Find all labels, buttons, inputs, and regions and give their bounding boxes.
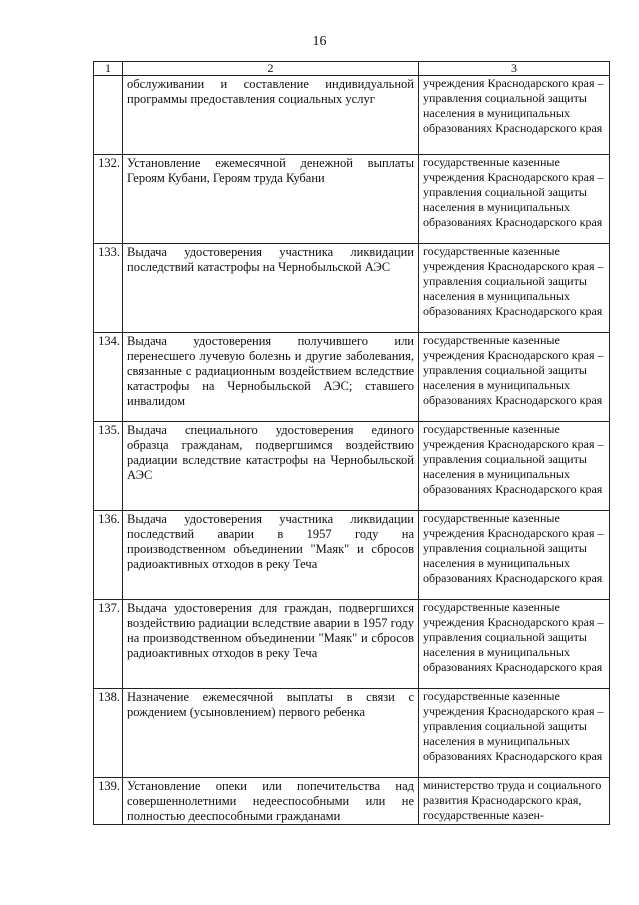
- responsible-authority: государственные казенные учреждения Краснодарского края – управления социальной защиты населения в муниципальных образованиях Краснодарского края: [419, 244, 610, 333]
- responsible-authority: государственные казенные учреждения Краснодарского края – управления социальной защиты населения в муниципальных образованиях Краснодарского края: [419, 422, 610, 511]
- service-name: Установление опеки или попечительства над совершеннолетними недееспособными или не полностью дееспособными гражданами: [123, 778, 419, 825]
- table-row: [94, 511, 610, 600]
- service-name: Выдача удостоверения для граждан, подвергшихся воздействию радиации вследствие аварии в 1957 году на производственном объединении "Маяк" и сбросов радиоактивных отходов в реку Теча: [123, 600, 419, 689]
- page-number: 16: [312, 34, 327, 49]
- row-number: 138.: [94, 689, 123, 778]
- service-name: обслуживании и составление индивидуальной программы предоставления социальных услуг: [123, 76, 419, 155]
- responsible-authority: министерство труда и социального развития Краснодарского края, государственные казен-: [419, 778, 610, 825]
- row-number: 137.: [94, 600, 123, 689]
- column-header: 2: [123, 62, 419, 76]
- responsible-authority: учреждения Краснодарского края – управления социальной защиты населения в муниципальных образованиях Краснодарского края: [419, 76, 610, 155]
- responsible-authority: государственные казенные учреждения Краснодарского края – управления социальной защиты населения в муниципальных образованиях Краснодарского края: [419, 511, 610, 600]
- responsible-authority: государственные казенные учреждения Краснодарского края – управления социальной защиты населения в муниципальных образованиях Краснодарского края: [419, 155, 610, 244]
- service-name: Выдача удостоверения участника ликвидации последствий катастрофы на Чернобыльской АЭС: [123, 244, 419, 333]
- table-row: [94, 689, 610, 778]
- service-name: Выдача специального удостоверения единого образца гражданам, подвергшимся воздействию радиации вследствие катастрофы на Чернобыльской АЭС: [123, 422, 419, 511]
- services-table: [93, 61, 610, 825]
- row-number: 134.: [94, 333, 123, 422]
- responsible-authority: государственные казенные учреждения Краснодарского края – управления социальной защиты населения в муниципальных образованиях Краснодарского края: [419, 689, 610, 778]
- service-name: Назначение ежемесячной выплаты в связи с рождением (усыновлением) первого ребенка: [123, 689, 419, 778]
- table-row: [94, 155, 610, 244]
- row-number: 136.: [94, 511, 123, 600]
- row-number: [94, 76, 123, 155]
- column-header: 1: [94, 62, 123, 76]
- row-number: 132.: [94, 155, 123, 244]
- responsible-authority: государственные казенные учреждения Краснодарского края – управления социальной защиты населения в муниципальных образованиях Краснодарского края: [419, 600, 610, 689]
- row-number: 133.: [94, 244, 123, 333]
- service-name: Выдача удостоверения участника ликвидации последствий аварии в 1957 году на производственном объединении "Маяк" и сбросов радиоактивных отходов в реку Теча: [123, 511, 419, 600]
- table-row: [94, 600, 610, 689]
- row-number: 139.: [94, 778, 123, 825]
- service-name: Установление ежемесячной денежной выплаты Героям Кубани, Героям труда Кубани: [123, 155, 419, 244]
- table-row: [94, 244, 610, 333]
- table-header-row: [94, 62, 610, 76]
- table-row: [94, 778, 610, 825]
- responsible-authority: государственные казенные учреждения Краснодарского края – управления социальной защиты населения в муниципальных образованиях Краснодарского края: [419, 333, 610, 422]
- column-header: 3: [419, 62, 610, 76]
- table-row: [94, 76, 610, 155]
- table-row: [94, 333, 610, 422]
- table-row: [94, 422, 610, 511]
- service-name: Выдача удостоверения получившего или перенесшего лучевую болезнь и другие заболевания, связанные с радиационным воздействием вследствие катастрофы на Чернобыльской АЭС; ставшего инвалидом: [123, 333, 419, 422]
- row-number: 135.: [94, 422, 123, 511]
